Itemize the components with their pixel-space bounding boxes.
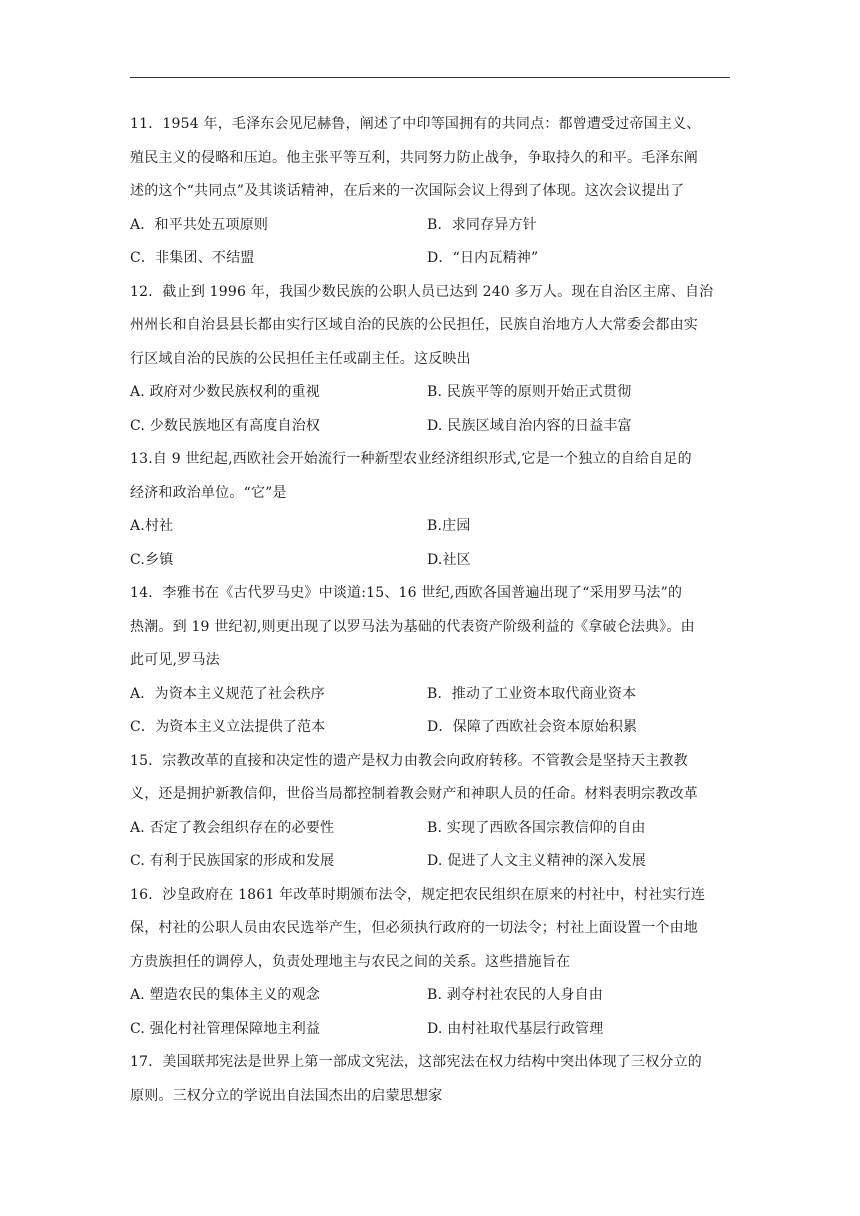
answer-option: B.庄园 [427, 518, 471, 534]
question-stem-line: 13.自 9 世纪起,西欧社会开始流行一种新型农业经济组织形式,它是一个独立的自给自足的 [130, 451, 692, 467]
answer-option: D. 由村社取代基层行政管理 [427, 1020, 604, 1037]
options-row [130, 979, 730, 1013]
answer-option: A. 否定了教会组织存在的必要性 [130, 819, 335, 836]
answer-option: D．保障了西欧社会资本原始积累 [427, 719, 638, 735]
question-stem-line: 此可见,罗马法 [130, 652, 220, 668]
question-12 [130, 276, 730, 444]
options-row [130, 812, 730, 846]
options-row [130, 544, 730, 578]
answer-option: A.村社 [130, 518, 174, 534]
answer-option: B. 民族平等的原则开始正式贯彻 [427, 384, 632, 400]
answer-option: C.乡镇 [130, 551, 174, 568]
answer-option: D. 促进了人文主义精神的深入发展 [427, 853, 647, 869]
options-row [130, 845, 730, 879]
answer-option: B. 剥夺村社农民的人身自由 [427, 987, 603, 1003]
question-stem-line: 17．美国联邦宪法是世界上第一部成文宪法，这部宪法在权力结构中突出体现了三权分立的 [130, 1054, 703, 1070]
exam-page-content [130, 108, 730, 1113]
question-15 [130, 745, 730, 879]
question-stem-line: 义，还是拥护新教信仰，世俗当局都控制着教会财产和神职人员的任命。材料表明宗教改革 [130, 786, 698, 802]
answer-option: A. 政府对少数民族权利的重视 [130, 384, 321, 400]
question-stem-line: 11．1954 年，毛泽东会见尼赫鲁，阐述了中印等国拥有的共同点：都曾遭受过帝国主义、 [130, 116, 701, 132]
question-14 [130, 577, 730, 745]
answer-option: A．和平共处五项原则 [130, 216, 269, 233]
answer-option: C．非集团、不结盟 [130, 250, 255, 266]
answer-option: C. 有利于民族国家的形成和发展 [130, 853, 335, 869]
answer-option: A．为资本主义规范了社会秩序 [130, 685, 325, 702]
answer-option: C．为资本主义立法提供了范本 [130, 719, 326, 735]
question-stem-line: 殖民主义的侵略和压迫。他主张平等互利，共同努力防止战争，争取持久的和平。毛泽东阐 [130, 149, 698, 166]
answer-option: C. 强化村社管理保障地主利益 [130, 1020, 321, 1037]
question-stem-line: 14．李雅书在《古代罗马史》中谈道:15、16 世纪,西欧各国普遍出现了“采用罗马法”的 [130, 585, 683, 601]
options-row [130, 242, 730, 276]
question-17 [130, 1046, 730, 1113]
question-stem-line: 12．截止到 1996 年，我国少数民族的公职人员已达到 240 多万人。现在自治区主席、自治 [130, 283, 714, 300]
question-stem-line: 行区域自治的民族的公民担任主任或副主任。这反映出 [130, 350, 471, 367]
options-row [130, 209, 730, 243]
answer-option: B. 实现了西欧各国宗教信仰的自由 [427, 819, 646, 836]
options-row [130, 410, 730, 444]
options-row [130, 510, 730, 544]
question-stem-line: 原则。三权分立的学说出自法国杰出的启蒙思想家 [130, 1087, 443, 1104]
options-row [130, 711, 730, 745]
answer-option: C. 少数民族地区有高度自治权 [130, 417, 321, 434]
answer-option: B．求同存异方针 [427, 216, 537, 233]
answer-option: D．“日内瓦精神” [427, 250, 539, 266]
question-stem-line: 方贵族担任的调停人，负责处理地主与农民之间的关系。这些措施旨在 [130, 953, 571, 970]
question-stem-line: 保，村社的公职人员由农民选举产生，但必须执行政府的一切法令；村社上面设置一个由地 [130, 920, 698, 936]
question-stem-line: 经济和政治单位。“它”是 [130, 484, 287, 501]
question-stem-line: 16．沙皇政府在 1861 年改革时期颁布法令，规定把农民组织在原来的村社中，村社实行连 [130, 886, 706, 903]
answer-option: D.社区 [427, 551, 471, 568]
answer-option: B．推动了工业资本取代商业资本 [427, 685, 637, 702]
question-stem-line: 热潮。到 19 世纪初,则更出现了以罗马法为基础的代表资产阶级利益的《拿破仑法典》。由 [130, 618, 695, 635]
question-13 [130, 443, 730, 577]
question-stem-line: 15．宗教改革的直接和决定性的遗产是权力由教会向政府转移。不管教会是坚持天主教教 [130, 752, 688, 769]
question-stem-line: 州州长和自治县县长都由实行区域自治的民族的公民担任，民族自治地方人大常委会都由实 [130, 317, 698, 333]
question-stem-line: 述的这个“共同点”及其谈话精神，在后来的一次国际会议上得到了体现。这次会议提出了 [130, 183, 685, 199]
question-11 [130, 108, 730, 276]
question-16 [130, 879, 730, 1047]
answer-option: A. 塑造农民的集体主义的观念 [130, 987, 321, 1003]
header-rule [130, 77, 730, 78]
answer-option: D. 民族区域自治内容的日益丰富 [427, 417, 632, 434]
options-row [130, 1013, 730, 1047]
options-row [130, 376, 730, 410]
options-row [130, 678, 730, 712]
